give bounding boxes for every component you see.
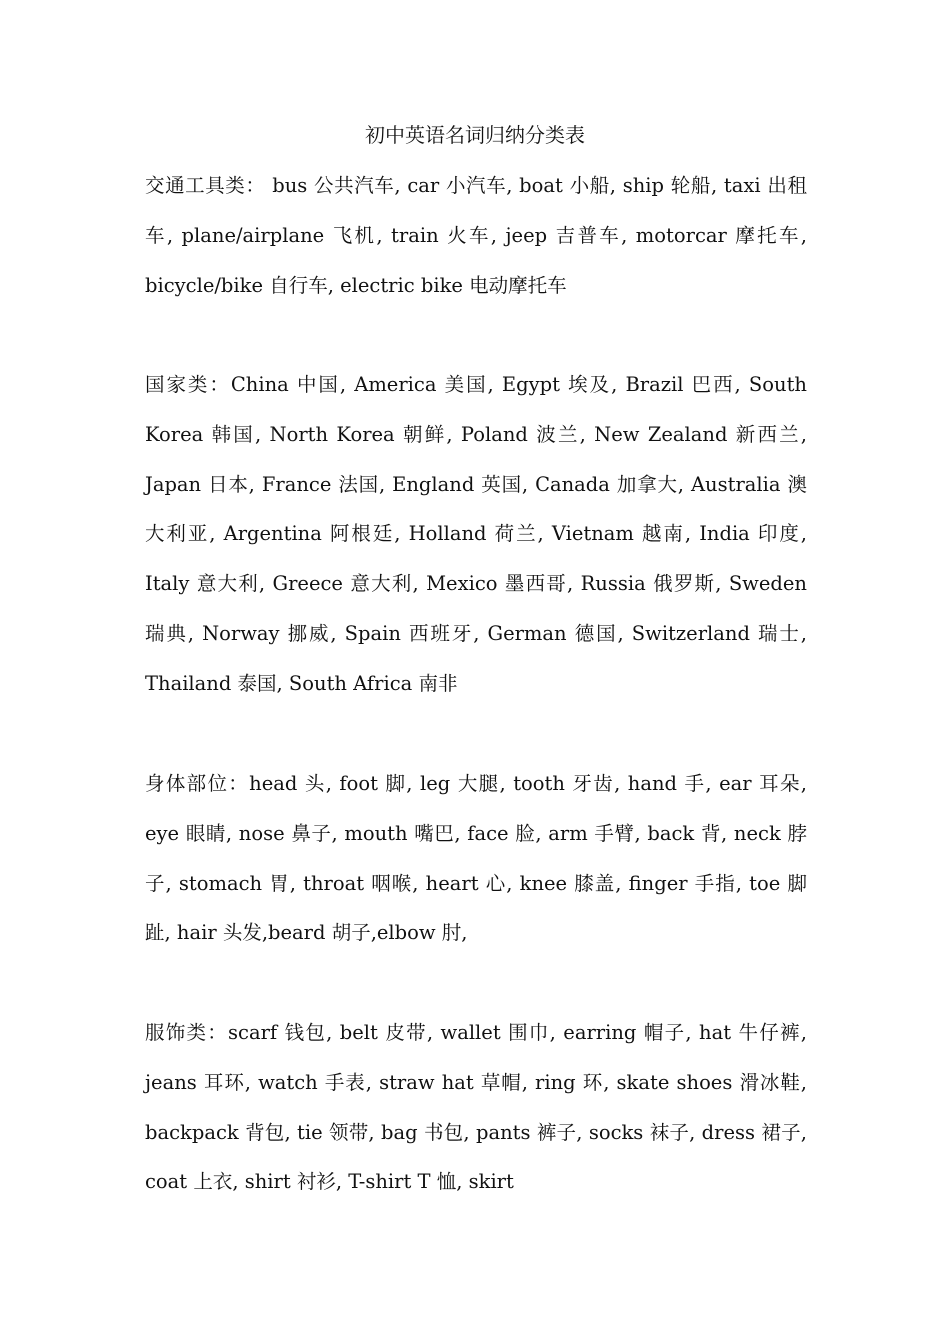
section-label-countries: 国家类： bbox=[145, 373, 231, 396]
section-text-transport: bus 公共汽车, car 小汽车, boat 小船, ship 轮船, taxi 出租车, plane/airplane 飞机, train 火车, jeep 吉普车, motorcar 摩托车, bicycle/bike 自行车, electric bike 电动摩托车 bbox=[145, 174, 807, 297]
section-label-clothing: 服饰类： bbox=[145, 1021, 229, 1044]
section-label-transport: 交通工具类： bbox=[145, 174, 266, 197]
section-countries bbox=[145, 360, 807, 709]
document-title: 初中英语名词归纳分类表 bbox=[365, 123, 585, 147]
section-text-clothing: scarf 钱包, belt 皮带, wallet 围巾, earring 帽子, hat 牛仔裤, jeans 耳环, watch 手表, straw hat 草帽, ring 环, skate shoes 滑冰鞋, backpack 背包, tie 领带, bag 书包, pants 裤子, socks 袜子, dress 裙子, coat 上衣, shirt 衬衫, T-shirt T 恤, skirt bbox=[145, 1021, 807, 1194]
section-text-countries: China 中国, America 美国, Egypt 埃及, Brazil 巴西, South Korea 韩国, North Korea 朝鲜, Poland 波兰, New Zealand 新西兰, Japan 日本, France 法国, England 英国, Canada 加拿大, Australia 澳大利亚, Argentina 阿根廷, Holland 荷兰, Vietnam 越南, India 印度, Italy 意大利, Greece 意大利, Mexico 墨西哥, Russia 俄罗斯, Sweden 瑞典, Norway 挪威, Spain 西班牙, German 德国, Switzerland 瑞士, Thailand 泰国, South Africa 南非 bbox=[145, 373, 807, 695]
section-body-parts bbox=[145, 759, 807, 958]
section-text-body-parts: head 头, foot 脚, leg 大腿, tooth 牙齿, hand 手, ear 耳朵, eye 眼睛, nose 鼻子, mouth 嘴巴, face 脸, arm 手臂, back 背, neck 脖子, stomach 胃, throat 咽喉, heart 心, knee 膝盖, finger 手指, toe 脚趾, hair 头发,beard 胡子,elbow 肘, bbox=[145, 772, 807, 945]
section-clothing bbox=[145, 1008, 807, 1207]
section-label-body-parts: 身体部位： bbox=[145, 772, 250, 795]
section-transport bbox=[145, 161, 807, 310]
